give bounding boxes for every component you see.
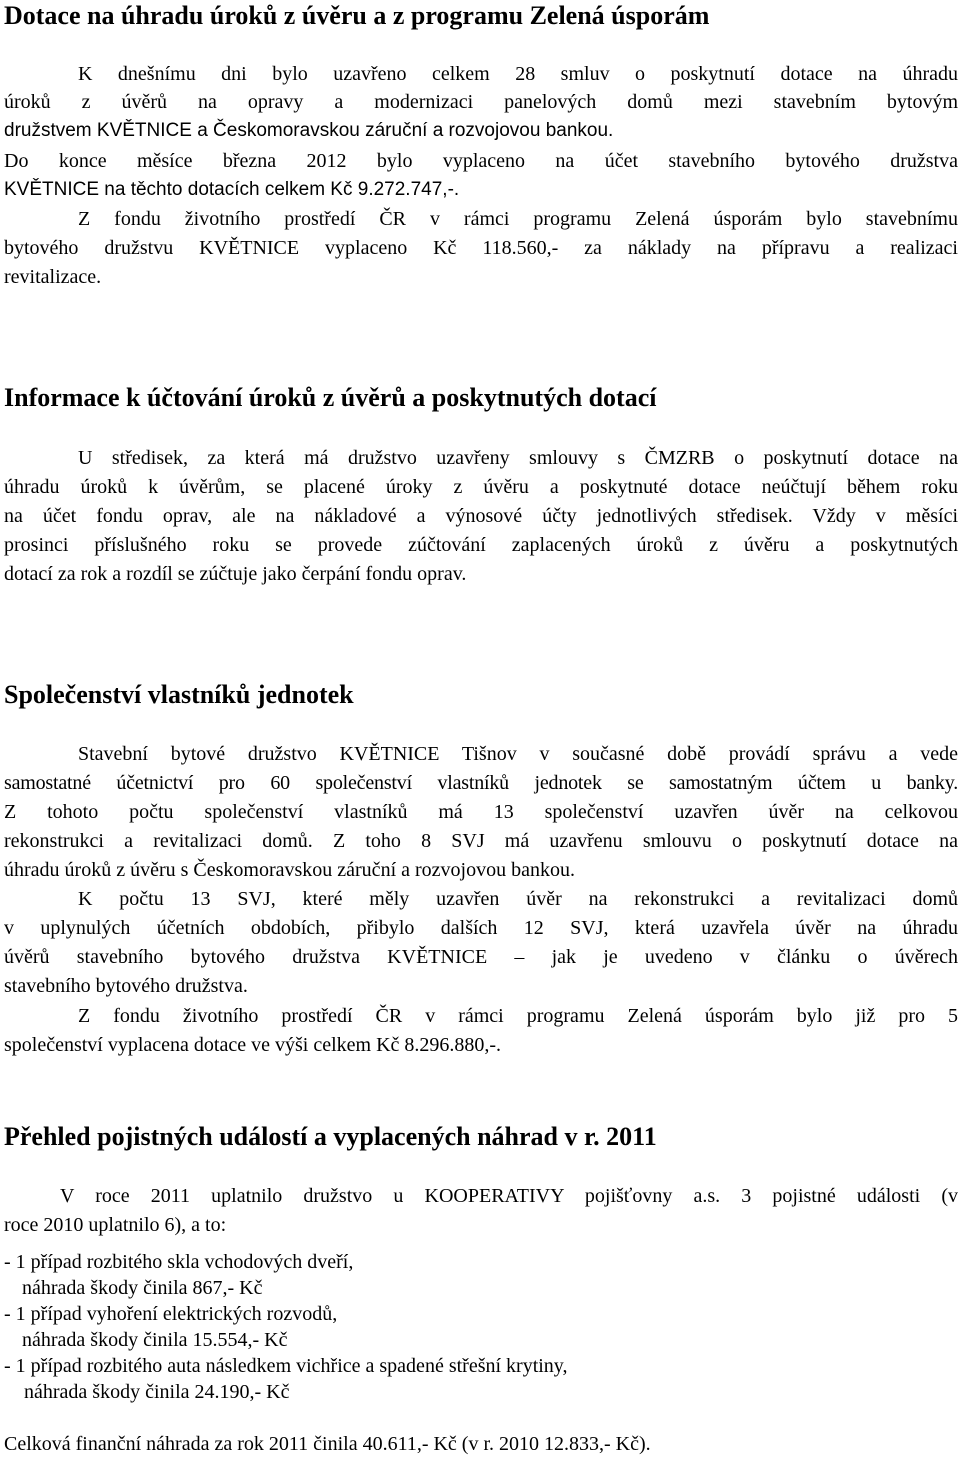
paragraph-line: rekonstrukci a revitalizaci domů. Z toho 8 SVJ má uzavřenu smlouvu o poskytnutí dotace na xyxy=(4,830,958,852)
section-title-informace: Informace k účtování úroků z úvěrů a poskytnutých dotací xyxy=(4,383,657,412)
paragraph-line: samostatné účetnictví pro 60 společenství vlastníků jednotek se samostatným účtem u banky. xyxy=(4,772,958,794)
paragraph-line: úhradu úroků k úvěrům, se placené úroky z úvěru a poskytnuté dotace neúčtují během roku xyxy=(4,476,958,498)
paragraph-line: úroků z úvěrů na opravy a modernizaci panelových domů mezi stavebním bytovým xyxy=(4,91,958,113)
section-title-dotace: Dotace na úhradu úroků z úvěru a z programu Zelená úsporám xyxy=(4,1,710,30)
paragraph-line: KVĚTNICE na těchto dotacích celkem Kč 9.272.747,-. xyxy=(4,179,460,200)
paragraph-line: K počtu 13 SVJ, které měly uzavřen úvěr na rekonstrukci a revitalizaci domů xyxy=(78,888,958,910)
list-item-detail: náhrada škody činila 867,- Kč xyxy=(22,1277,263,1299)
paragraph-line: na účet fondu oprav, ale na nákladové a výnosové účty jednotlivých středisek. Vždy v měsíci xyxy=(4,505,958,527)
list-item: - 1 případ rozbitého skla vchodových dveří, xyxy=(4,1251,354,1273)
paragraph-line: dotací za rok a rozdíl se zúčtuje jako čerpání fondu oprav. xyxy=(4,563,467,585)
paragraph-line: družstvem KVĚTNICE a Českomoravskou záruční a rozvojovou bankou. xyxy=(4,120,614,141)
paragraph-line: Z fondu životního prostředí ČR v rámci programu Zelená úsporám bylo již pro 5 xyxy=(78,1005,958,1027)
list-item: - 1 případ rozbitého auta následkem vichřice a spadené střešní krytiny, xyxy=(4,1355,568,1377)
paragraph-line: v uplynulých účetních obdobích, přibylo dalších 12 SVJ, která uzavřela úvěr na úhradu xyxy=(4,917,958,939)
paragraph-line: Do konce měsíce března 2012 bylo vyplaceno na účet stavebního bytového družstva xyxy=(4,150,958,172)
paragraph-line: prosinci příslušného roku se provede zúčtování zaplacených úroků z úvěru a poskytnutých xyxy=(4,534,958,556)
paragraph-line: stavebního bytového družstva. xyxy=(4,975,248,997)
paragraph-line: Stavební bytové družstvo KVĚTNICE Tišnov v současné době provádí správu a vede xyxy=(78,743,958,765)
list-item-detail: náhrada škody činila 24.190,- Kč xyxy=(24,1381,290,1403)
list-item-detail: náhrada škody činila 15.554,- Kč xyxy=(22,1329,288,1351)
paragraph-line: U středisek, za která má družstvo uzavřeny smlouvy s ČMZRB o poskytnutí dotace na xyxy=(78,447,958,469)
paragraph-line: roce 2010 uplatnilo 6), a to: xyxy=(4,1214,227,1236)
paragraph-line: Z fondu životního prostředí ČR v rámci programu Zelená úsporám bylo stavebnímu xyxy=(78,208,958,230)
section-title-pojistne: Přehled pojistných událostí a vyplacených náhrad v r. 2011 xyxy=(4,1122,657,1151)
paragraph-line: revitalizace. xyxy=(4,266,102,288)
paragraph-line: úhradu úroků z úvěru s Českomoravskou záruční a rozvojovou bankou. xyxy=(4,859,575,881)
paragraph-line: bytového družstvu KVĚTNICE vyplaceno Kč 118.560,- za náklady na přípravu a realizaci xyxy=(4,237,958,259)
paragraph-line: K dnešnímu dni bylo uzavřeno celkem 28 smluv o poskytnutí dotace na úhradu xyxy=(78,63,958,85)
section-title-spolecenstvi: Společenství vlastníků jednotek xyxy=(4,680,354,709)
paragraph-line: Z tohoto počtu společenství vlastníků má 13 společenství uzavřen úvěr na celkovou xyxy=(4,801,958,823)
paragraph-line: úvěrů stavebního bytového družstva KVĚTNICE – jak je uvedeno v článku o úvěrech xyxy=(4,946,958,968)
list-item: - 1 případ vyhoření elektrických rozvodů, xyxy=(4,1303,338,1325)
paragraph-line: společenství vyplacena dotace ve výši celkem Kč 8.296.880,-. xyxy=(4,1034,502,1056)
paragraph-line: V roce 2011 uplatnilo družstvo u KOOPERATIVY pojišťovny a.s. 3 pojistné události (v xyxy=(60,1185,958,1207)
summary-line: Celková finanční náhrada za rok 2011 činila 40.611,- Kč (v r. 2010 12.833,- Kč). xyxy=(4,1433,651,1455)
